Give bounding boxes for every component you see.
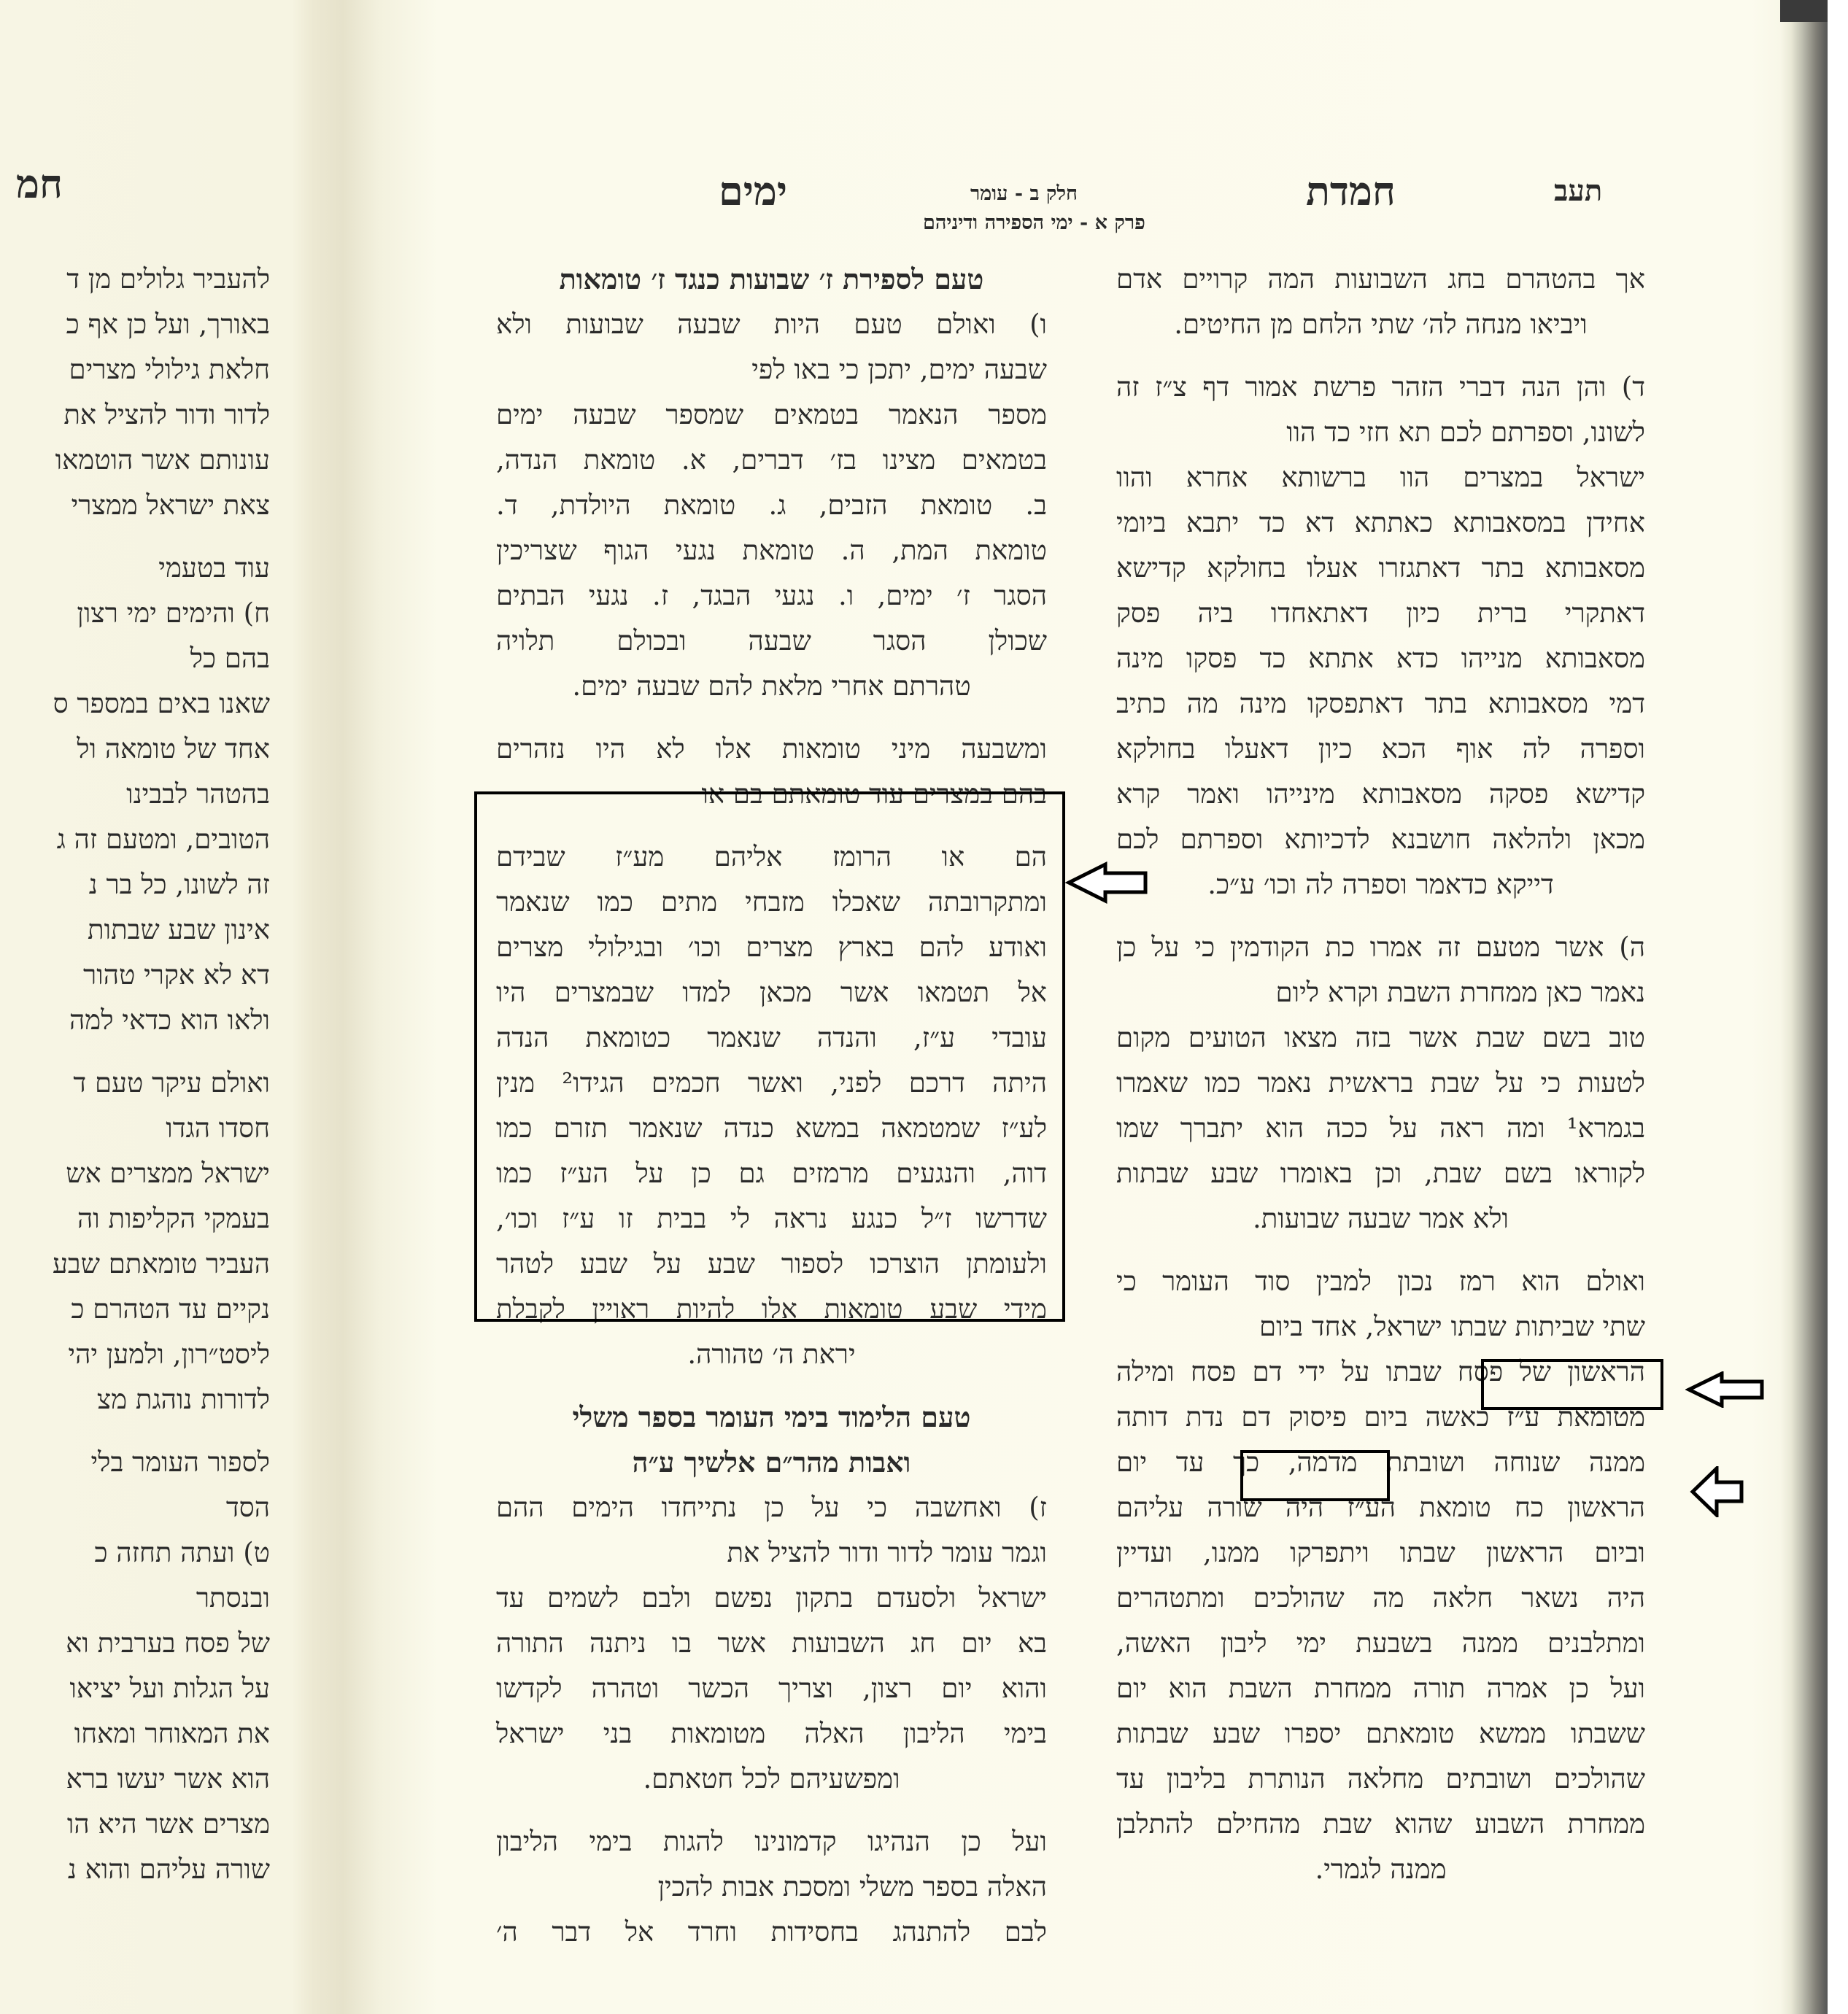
- arrow-left-icon: [1065, 861, 1153, 905]
- text-line: לע״ז שמטמאה במשא כנדה שנאמר תזרם כמו: [496, 1112, 1047, 1144]
- text-line: ועל כן הנהיגו קדמונינו להגות בימי הליבון: [496, 1826, 1047, 1857]
- text-line: בהטהר לבבינו: [126, 778, 270, 810]
- text-line: מסאבותא מנייהו כדא אתתא כד פסקו מינה: [1116, 643, 1645, 674]
- text-line: וביום הראשון שבתו ויתפרקו ממנו, ועדיין: [1116, 1537, 1645, 1568]
- text-line: הראשון של פסח שבתו על ידי דם פסח ומילה: [1116, 1356, 1645, 1387]
- text-line: הראשון כח טומאת הע״ז היה שורה עליהם: [1116, 1492, 1645, 1523]
- text-line: מכאן ולהלאה חושבנא לדכיותא וספרתם לכם: [1116, 824, 1645, 855]
- text-line: הם או הרומז אליהם מע״ז שבידם: [496, 841, 1047, 872]
- text-line: יראת ה׳ טהורה.: [687, 1339, 856, 1370]
- highlight-box-1: [1481, 1359, 1663, 1410]
- text-line: צאת ישראל ממצרי: [71, 489, 270, 521]
- text-line: שהולכים ושובתים מחלאה הנותרת בליבון עד: [1116, 1763, 1645, 1794]
- text-line: בטמאים מצינו בז׳ דברים, א. טומאת הנדה,: [496, 444, 1047, 476]
- text-line: דמי מסאבותא בתר דאתפסקו מינה מה כתיב: [1116, 688, 1645, 719]
- chapter-label: פרק א - ימי הספירה ודיניהם: [923, 212, 1145, 234]
- text-line: אך בהטהרם בחג השבועות המה קרויים אדם: [1116, 263, 1645, 295]
- text-line: ה) אשר מטעם זה אמרו כת הקודמין כי על כן: [1116, 932, 1645, 963]
- text-line: עונותם אשר הוטמאו: [55, 444, 270, 476]
- text-line: שורה עליהם והוא נ: [67, 1854, 270, 1885]
- text-line: בא יום חג השבועות אשר בו ניתנה התורה: [496, 1627, 1047, 1659]
- text-line: קדישא פסקה מסאבותא מינייהו ואמר קרא: [1116, 778, 1645, 810]
- text-line: שדרשו ז״ל כנגע נראה לי בבית זו ע״ז וכו׳,: [496, 1203, 1047, 1234]
- text-line: טוב בשם שבת אשר בזה מצאו הטועים מקום: [1116, 1022, 1645, 1053]
- text-line: הסד: [225, 1492, 270, 1523]
- text-line: ו) ואולם טעם היות שבעה שבועות ולא: [496, 309, 1047, 340]
- page-number: תעב: [1554, 174, 1603, 208]
- book-title-left: ימים: [719, 168, 788, 214]
- text-line: שכולן הסגר שבעה ובכולם תלויה: [496, 625, 1047, 657]
- arrow-left-icon: [1689, 1466, 1747, 1517]
- text-line: ולעומתן הוצרכו לספור שבע על שבע לטהר: [496, 1248, 1047, 1279]
- text-line: בימי הליבון האלה מטומאות בני ישראל: [496, 1718, 1047, 1749]
- text-line: ולאו הוא כדאי למה: [69, 1004, 270, 1036]
- text-line: היה נשאר חלאה מה שהולכים ומתטהרים: [1116, 1582, 1645, 1614]
- scan-margin: [1828, 0, 1848, 2014]
- text-line: אחידן במסאבותא כאתתא דא כד יתבא ביומי: [1116, 507, 1645, 538]
- text-line: ומתלבנים ממנה בשבעת ימי ליבון האשה,: [1116, 1627, 1645, 1659]
- highlight-box-2: [1240, 1450, 1390, 1501]
- text-line: לדור ודור להציל את: [63, 399, 270, 430]
- text-line: חסדו הגדו: [166, 1112, 270, 1144]
- text-line: חלאת גילולי מצרים: [69, 354, 270, 385]
- text-line: על הגלות ועל יציאו: [69, 1673, 270, 1704]
- text-line: ממנה שנוחה ושובתת מדמה, כך עד יום: [1116, 1446, 1645, 1478]
- text-line: להעביר גלולים מן ד: [66, 263, 270, 295]
- highlight-box-paragraph: [474, 791, 1065, 1322]
- text-line: ב. טומאת הזבים, ג. טומאת היולדת, ד.: [496, 489, 1047, 521]
- text-line: בגמרא¹ ומה ראה על ככה הוא יתברך שמו: [1116, 1112, 1645, 1144]
- text-line: ואבות מהר״ם אלשיך ע״ה: [632, 1446, 911, 1479]
- text-line: טומאת המת, ה. טומאת נגעי הגוף שצריכין: [496, 535, 1047, 566]
- arrow-left-icon: [1685, 1371, 1766, 1408]
- text-line: ישראל ממצרים אש: [66, 1158, 270, 1189]
- text-line: שאנו באים במספר ס: [53, 688, 270, 719]
- text-line: ועל כן אמרה תורה ממחרת השבת הוא יום: [1116, 1673, 1645, 1704]
- text-line: ואולם הוא רמז נכון למבין סוד העומר כי: [1116, 1266, 1645, 1297]
- text-line: דאתקרי ברית כיון דאתאחדו ביה פסק: [1116, 597, 1645, 629]
- text-line: ויביאו מנחה לה׳ שתי הלחם מן החיטים.: [1174, 309, 1588, 340]
- text-line: לקוראו בשם שבת, וכן באומרו שבע שבתות: [1116, 1158, 1645, 1189]
- text-line: הטובים, ומטעם זה ג: [56, 824, 270, 855]
- text-line: ממנה לגמרי.: [1315, 1854, 1447, 1885]
- text-line: עובדי ע״ז, והנדה שנאמר כטומאת הנדה: [496, 1022, 1047, 1053]
- text-line: טהרתם אחרי מלאת להם שבעה ימים.: [572, 670, 971, 702]
- text-line: בעמקי הקליפות וה: [77, 1203, 270, 1234]
- text-line: לשונו, וספרתם לכם תא חזי כד הוו: [1286, 417, 1645, 448]
- previous-page-column: [15, 0, 270, 2014]
- text-line: ובנסתר: [196, 1582, 270, 1614]
- text-line: זה לשונו, כל בר נ: [88, 869, 270, 900]
- text-line: ומתקרובתה שאכלו מזבחי מתים כמו שנאמר: [496, 886, 1047, 918]
- text-line: שבעה ימים, יתכן כי באו לפי: [751, 354, 1047, 385]
- text-line: מצרים אשר היא הו: [66, 1808, 270, 1840]
- text-line: באורך, ועל כן אף כ: [66, 309, 270, 340]
- text-line: לטעות כי על שבת בראשית נאמר כמו שאמרו: [1116, 1067, 1645, 1099]
- text-line: אל תטמאו אשר מכאן למדו שבמצרים היו: [496, 977, 1047, 1008]
- text-line: הוא אשר יעשו ברא: [66, 1763, 270, 1794]
- text-line: ומפשעיהם לכל חטאתם.: [643, 1763, 900, 1794]
- text-line: טעם לספירת ז׳ שבועות כנגד ז׳ טומאות: [559, 263, 984, 295]
- text-line: שתי שביתות שבתו ישראל, אחד ביום: [1259, 1311, 1645, 1342]
- text-line: נאמר כאן ממחרת השבת וקרא ליום: [1275, 977, 1645, 1008]
- text-line: אינון שבע שבתות: [88, 914, 270, 945]
- text-line: העביר טומאתם שבע: [52, 1248, 270, 1279]
- text-line: ואודע להם בארץ מצרים וכו׳ ובגילולי מצרים: [496, 932, 1047, 963]
- text-line: היתה דרכם לפני, ואשר חכמים הגידו² מנין: [496, 1067, 1047, 1099]
- text-line: לדורות נוהגת מצ: [96, 1384, 270, 1415]
- text-line: מטומאת ע״ז כאשה ביום פיסוק דם נדת דותה: [1116, 1401, 1645, 1433]
- text-line: ט) ועתה תחזה כ: [94, 1537, 270, 1568]
- text-line: בהם במצרים עוד טומאתם בם או: [701, 778, 1047, 810]
- text-line: דוה, והנגעים מרמזים גם כן על הע״ז כמו: [496, 1158, 1047, 1189]
- text-line: ששבתו ממשא טומאתם יספרו שבע שבתות: [1116, 1718, 1645, 1749]
- text-line: ליסט״רון, ולמען יהי: [68, 1339, 270, 1370]
- text-line: ישראל במצרים הוו ברשותא אחרא והוו: [1116, 462, 1645, 493]
- text-line: מסאבותא בתר דאתגזרו אעלו בחולקא קדישא: [1116, 552, 1645, 584]
- text-line: ח) והימים ימי רצון: [77, 597, 270, 629]
- text-line: ממחרת השבוע שהוא שבת מהחילם להתלבן: [1116, 1808, 1645, 1840]
- section-label: חלק ב - עומר: [970, 182, 1078, 205]
- text-line: ואולם עיקר טעם ד: [73, 1067, 270, 1099]
- book-title-right: חמדת: [1306, 168, 1396, 214]
- text-line: ז) ואחשבה כי על כן נתייחדו הימים ההם: [496, 1492, 1047, 1523]
- text-line: טעם הלימוד בימי העומר בספר משלי: [572, 1401, 971, 1433]
- text-line: ד) והן הנה דברי הזהר פרשת אמור דף צ״ז זה: [1116, 371, 1645, 403]
- text-line: לבם להתנהג בחסידות וחרד אל דבר ה׳: [496, 1916, 1047, 1948]
- text-line: האלה בספר משלי ומסכת אבות להכין: [657, 1871, 1047, 1902]
- text-line: דא לא אקרי טהור: [83, 959, 270, 991]
- text-line: נקיים עד הטהרם כ: [71, 1293, 270, 1325]
- text-line: והוא יום רצון, וצריך הכשר וטהרה לקדשו: [496, 1673, 1047, 1704]
- text-line: הסגר ז׳ ימים, ו. נגעי הבגד, ז. נגעי הבתים: [496, 580, 1047, 611]
- text-line: של פסח בערבית וא: [66, 1627, 270, 1659]
- text-line: ולא אמר שבעה שבועות.: [1252, 1203, 1509, 1234]
- text-line: בהם כל: [190, 643, 270, 674]
- text-line: לספור העומר בלי: [90, 1446, 270, 1478]
- text-line: אחד של טומאה ול: [77, 733, 270, 764]
- text-line: דייקא כדאמר וספרה לה וכו׳ ע״כ.: [1207, 869, 1554, 900]
- text-line: וגמר עומר לדור ודור להציל את: [727, 1537, 1047, 1568]
- text-line: ומשבעה מיני טומאות אלו לא היו נזהרים: [496, 733, 1047, 764]
- right-text-column: [1116, 257, 1645, 1892]
- text-line: וספרה לה אוף הכא כיון דאעלו בחולקא: [1116, 733, 1645, 764]
- text-line: את המאוחר ומאחו: [74, 1718, 270, 1749]
- prev-page-title: חמ: [16, 160, 63, 207]
- text-line: ישראל ולסעדם בתקון נפשם ולבם לשמים עד: [496, 1582, 1047, 1614]
- text-line: עוד בטעמי: [158, 552, 270, 584]
- text-line: מספר הנאמר בטמאים שמספר שבעה ימים: [496, 399, 1047, 430]
- text-line: מידי שבע טומאות אלו להיות ראויין לקבלת: [496, 1293, 1047, 1325]
